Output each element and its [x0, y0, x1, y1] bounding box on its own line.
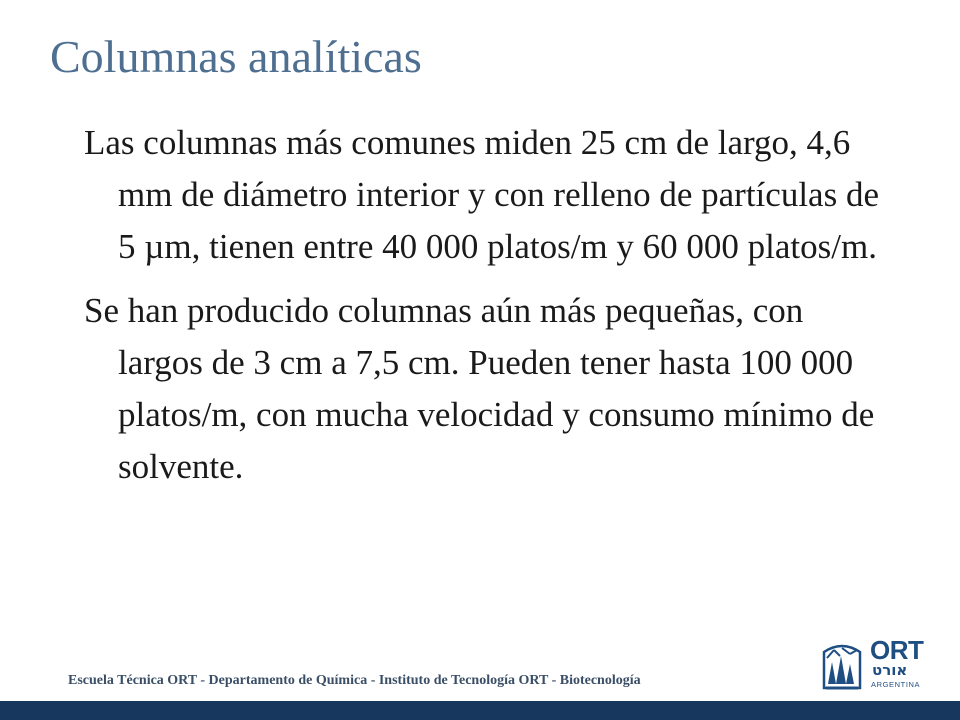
- logo-wordmark: ORT: [870, 635, 924, 665]
- ort-emblem-icon: [820, 638, 864, 692]
- footer-text: Escuela Técnica ORT - Departamento de Química - Instituto de Tecnología ORT - Biotecnología: [68, 673, 641, 688]
- slide-title: Columnas analíticas: [50, 31, 422, 82]
- logo-country-text: ARGENTINA: [871, 680, 921, 689]
- body-paragraph-2: Se han producido columnas aún más pequeñas, con largos de 3 cm a 7,5 cm. Pueden tener hasta 100 000 platos/m, con mucha velocidad y consumo mínimo de solvente.: [84, 291, 875, 486]
- ort-logo: [820, 636, 950, 696]
- logo-hebrew-text: אורט: [872, 661, 908, 679]
- slide-body: [84, 117, 884, 505]
- bottom-bar: [0, 701, 960, 720]
- body-paragraph-1: Las columnas más comunes miden 25 cm de largo, 4,6 mm de diámetro interior y con relleno de partículas de 5 µm, tienen entre 40 000 platos/m y 60 000 platos/m.: [84, 123, 879, 266]
